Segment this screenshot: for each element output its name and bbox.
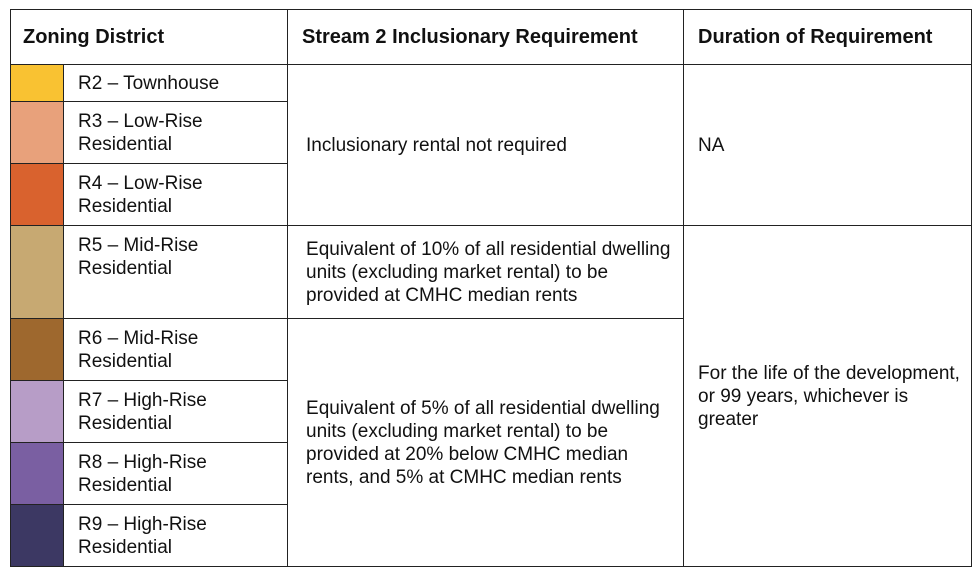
requirement-mid-rise: Equivalent of 10% of all residential dwelling units (excluding market rental) to be provided at CMHC median rents <box>288 226 684 319</box>
table-row <box>11 65 972 102</box>
district-label-r9: R9 – High-Rise Residential <box>64 505 288 567</box>
district-label-r5: R5 – Mid-Rise Residential <box>64 226 288 319</box>
district-label-r3: R3 – Low-Rise Residential <box>64 102 288 164</box>
duration-other: For the life of the development, or 99 years, whichever is greater <box>684 226 972 567</box>
color-swatch-r7 <box>11 381 64 443</box>
color-swatch-r6 <box>11 319 64 381</box>
requirement-low-rise: Inclusionary rental not required <box>288 65 684 226</box>
district-label-r8: R8 – High-Rise Residential <box>64 443 288 505</box>
color-swatch-r4 <box>11 164 64 226</box>
district-label-r2: R2 – Townhouse <box>64 65 288 102</box>
color-swatch-r3 <box>11 102 64 164</box>
district-label-r4: R4 – Low-Rise Residential <box>64 164 288 226</box>
district-label-r7: R7 – High-Rise Residential <box>64 381 288 443</box>
color-swatch-r2 <box>11 65 64 102</box>
header-zoning-district: Zoning District <box>11 10 288 65</box>
district-label-r6: R6 – Mid-Rise Residential <box>64 319 288 381</box>
header-duration: Duration of Requirement <box>684 10 972 65</box>
table-row <box>11 226 972 319</box>
color-swatch-r9 <box>11 505 64 567</box>
header-row <box>11 10 972 65</box>
duration-low-rise: NA <box>684 65 972 226</box>
zoning-table <box>10 9 972 567</box>
requirement-high-rise: Equivalent of 5% of all residential dwelling units (excluding market rental) to be provided at 20% below CMHC median rents, and 5% at CMHC median rents <box>288 319 684 567</box>
header-inclusionary-requirement: Stream 2 Inclusionary Requirement <box>288 10 684 65</box>
color-swatch-r5 <box>11 226 64 319</box>
color-swatch-r8 <box>11 443 64 505</box>
